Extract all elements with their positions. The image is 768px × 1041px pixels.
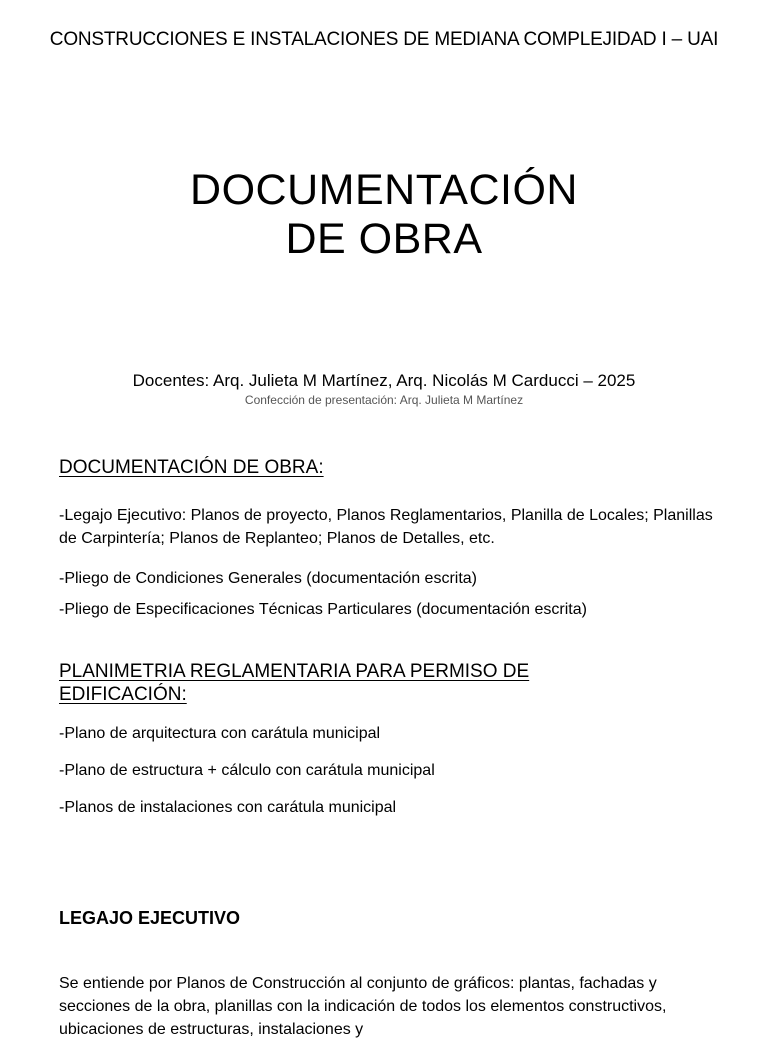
docentes-line: Docentes: Arq. Julieta M Martínez, Arq. Nicolás M Carducci – 2025	[132, 371, 636, 390]
list-item-plano-arquitectura: -Plano de arquitectura con carátula municipal	[59, 725, 381, 742]
page-title	[0, 166, 768, 264]
page-title-line-2: DE OBRA	[285, 215, 483, 263]
list-item-pliego-especificaciones: -Pliego de Especificaciones Técnicas Particulares (documentación escrita)	[59, 601, 587, 618]
list-item-legajo: -Legajo Ejecutivo: Planos de proyecto, Planos Reglamentarios, Planilla de Locales; Planillas de Carpintería; Planos de Replanteo; Planos de Detalles, etc.	[59, 507, 713, 547]
section-heading-documentacion: DOCUMENTACIÓN DE OBRA:	[59, 457, 324, 478]
list-item-plano-estructura: -Plano de estructura + cálculo con carátula municipal	[59, 762, 435, 779]
page-title-line-1: DOCUMENTACIÓN	[190, 166, 578, 214]
course-header: CONSTRUCCIONES E INSTALACIONES DE MEDIANA COMPLEJIDAD I – UAI	[49, 29, 719, 50]
body-paragraph: Se entiende por Planos de Construcción al conjunto de gráficos: plantas, fachadas y secciones de la obra, planillas con la indicación de todos los elementos constructivos, ubicaciones de estructuras, instalaciones y	[59, 975, 667, 1038]
confeccion-line: Confección de presentación: Arq. Julieta M Martínez	[244, 393, 524, 407]
list-item-planos-instalaciones: -Planos de instalaciones con carátula municipal	[59, 799, 397, 816]
section-heading-planimetria: PLANIMETRIA REGLAMENTARIA PARA PERMISO DE EDIFICACIÓN:	[59, 661, 530, 705]
section-heading-legajo-ejecutivo: LEGAJO EJECUTIVO	[59, 908, 241, 928]
list-item-pliego-condiciones: -Pliego de Condiciones Generales (documentación escrita)	[59, 570, 477, 587]
